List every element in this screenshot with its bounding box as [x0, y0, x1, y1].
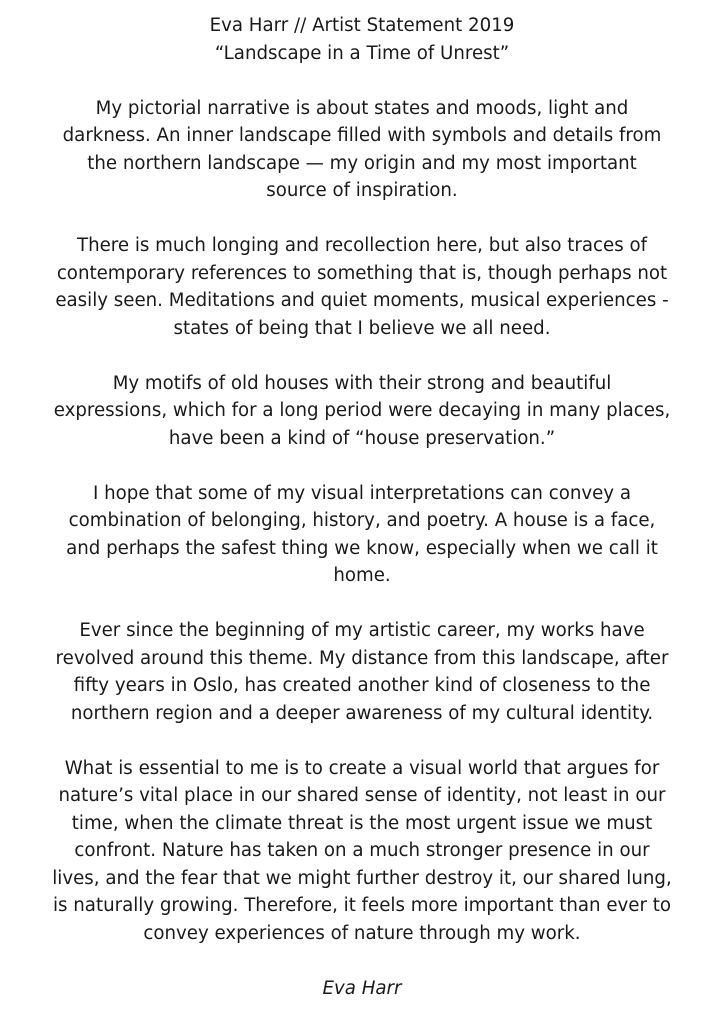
paragraph-line: My motifs of old houses with their strong and beautiful [112, 372, 612, 394]
paragraph-5 [32, 617, 692, 727]
paragraph-4 [32, 480, 692, 590]
paragraph-line: northern region and a deeper awareness of my cultural identity. [70, 702, 654, 724]
paragraph-line: have been a kind of “house preservation.” [168, 427, 556, 449]
paragraph-line: What is essential to me is to create a visual world that argues for [64, 757, 660, 779]
paragraph-line: nature’s vital place in our shared sense of identity, not least in our [58, 785, 666, 806]
paragraph-line: I hope that some of my visual interpretations can convey a [92, 482, 631, 504]
document-title: Eva Harr // Artist Statement 2019 [209, 15, 515, 36]
paragraph-line: time, when the climate threat is the most urgent issue we must [71, 812, 653, 834]
paragraph-line: My pictorial narrative is about states and moods, light and [95, 97, 629, 119]
paragraph-2 [32, 232, 692, 342]
paragraph-line: combination of belonging, history, and poetry. A house is a face, [68, 510, 656, 531]
statement-header [62, 12, 662, 67]
paragraph-line: contemporary references to something that is, though perhaps not [56, 262, 668, 284]
paragraph-line: and perhaps the safest thing we know, especially when we call it [66, 537, 658, 559]
paragraph-line: home. [333, 565, 391, 586]
paragraph-line: confront. Nature has taken on a much stronger presence in our [74, 840, 650, 861]
paragraph-line: revolved around this theme. My distance from this landscape, after [55, 647, 669, 669]
paragraph-line: Ever since the beginning of my artistic career, my works have [79, 620, 645, 641]
paragraph-line: states of being that I believe we all need. [173, 317, 551, 339]
paragraph-6 [32, 755, 692, 948]
artist-statement-page [0, 12, 724, 1002]
document-subtitle: “Landscape in a Time of Unrest” [214, 42, 510, 64]
paragraph-line: is naturally growing. Therefore, it feels more important than ever to [52, 895, 672, 916]
paragraph-line: There is much longing and recollection here, but also traces of [76, 235, 648, 256]
paragraph-line: convey experiences of nature through my work. [143, 922, 581, 944]
paragraph-line: source of inspiration. [266, 180, 458, 201]
paragraph-line: lives, and the fear that we might further destroy it, our shared lung, [52, 867, 672, 889]
signature: Eva Harr [322, 977, 402, 999]
paragraph-3 [32, 370, 692, 453]
paragraph-line: fifty years in Oslo, has created another kind of closeness to the [73, 675, 651, 696]
paragraph-line: darkness. An inner landscape filled with symbols and details from [62, 125, 662, 146]
paragraph-1 [32, 95, 692, 205]
paragraph-line: the northern landscape — my origin and my most important [87, 152, 637, 174]
paragraph-line: easily seen. Meditations and quiet moments, musical experiences - [55, 290, 669, 311]
paragraph-line: expressions, which for a long period were decaying in many places, [53, 400, 671, 421]
